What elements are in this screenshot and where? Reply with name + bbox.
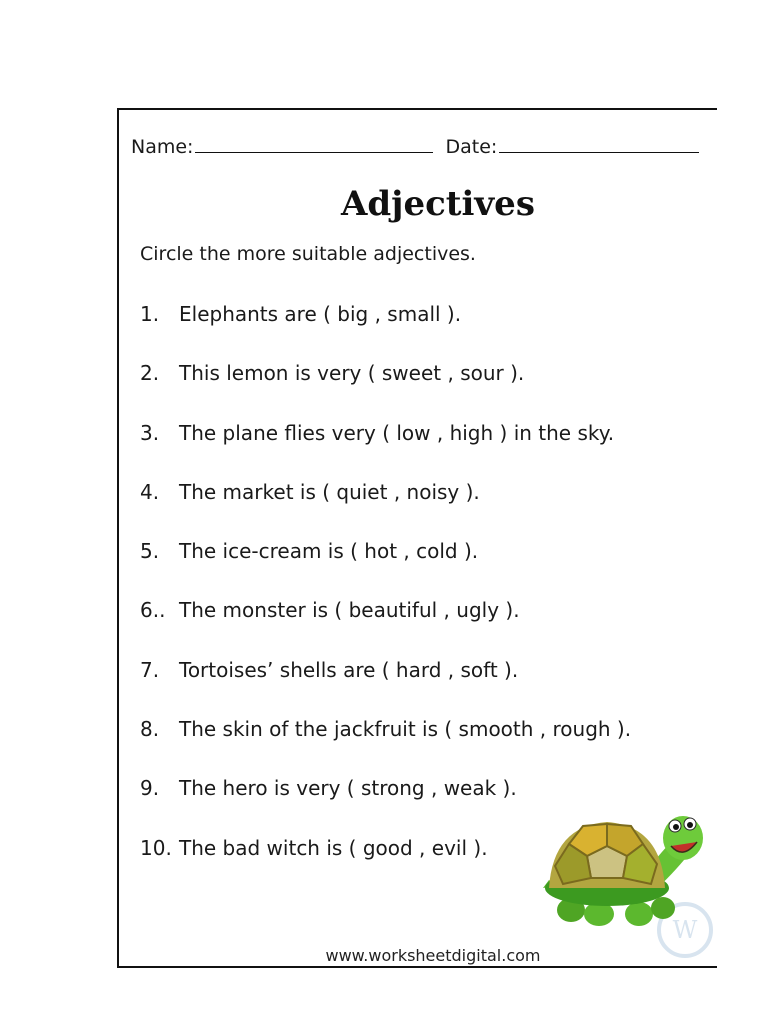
question-number: 3.: [140, 420, 160, 445]
question-number: 1.: [140, 302, 160, 326]
date-label: Date:: [445, 136, 498, 158]
question-text: The skin of the jackfruit is ( smooth , rough ).: [179, 717, 632, 742]
date-line: [499, 151, 699, 153]
question-text: The bad witch is ( good , evil ).: [179, 835, 488, 860]
question-number: 8.: [140, 717, 160, 742]
question-item: [140, 421, 631, 480]
question-number: 7.: [140, 657, 160, 682]
header-fields: [131, 136, 699, 158]
question-item: [140, 717, 631, 776]
question-number: 4.: [140, 479, 160, 504]
question-text: The ice-cream is ( hot , cold ).: [179, 539, 479, 564]
question-number: 9.: [140, 776, 160, 801]
svg-text:W: W: [672, 916, 698, 944]
question-text: The plane flies very ( low , high ) in the sky.: [179, 420, 615, 445]
question-item: [140, 302, 631, 361]
question-text: The monster is ( beautiful , ugly ).: [179, 598, 520, 623]
footer-url: www.worksheetdigital.com: [325, 946, 541, 965]
question-item: [140, 361, 631, 420]
question-item: [140, 598, 631, 657]
question-item: [140, 658, 631, 717]
worksheet: [117, 108, 717, 968]
question-list: [140, 302, 631, 895]
name-label: Name:: [131, 136, 194, 158]
question-text: Tortoises’ shells are ( hard , soft ).: [179, 657, 519, 682]
question-item: [140, 539, 631, 598]
question-text: The hero is very ( strong , weak ).: [179, 776, 517, 801]
question-number: 5.: [140, 539, 160, 564]
question-text: This lemon is very ( sweet , sour ).: [179, 361, 525, 386]
instructions: Circle the more suitable adjectives.: [140, 243, 476, 265]
question-number: 2.: [140, 361, 160, 386]
question-item: [140, 480, 631, 539]
name-line: [195, 151, 433, 153]
question-text: Elephants are ( big , small ).: [179, 302, 462, 326]
question-number: 6..: [140, 598, 166, 623]
question-text: The market is ( quiet , noisy ).: [179, 479, 480, 504]
turtle-icon: [543, 810, 703, 928]
worksheet-title: Adjectives: [341, 184, 535, 224]
question-number: 10.: [140, 835, 172, 860]
